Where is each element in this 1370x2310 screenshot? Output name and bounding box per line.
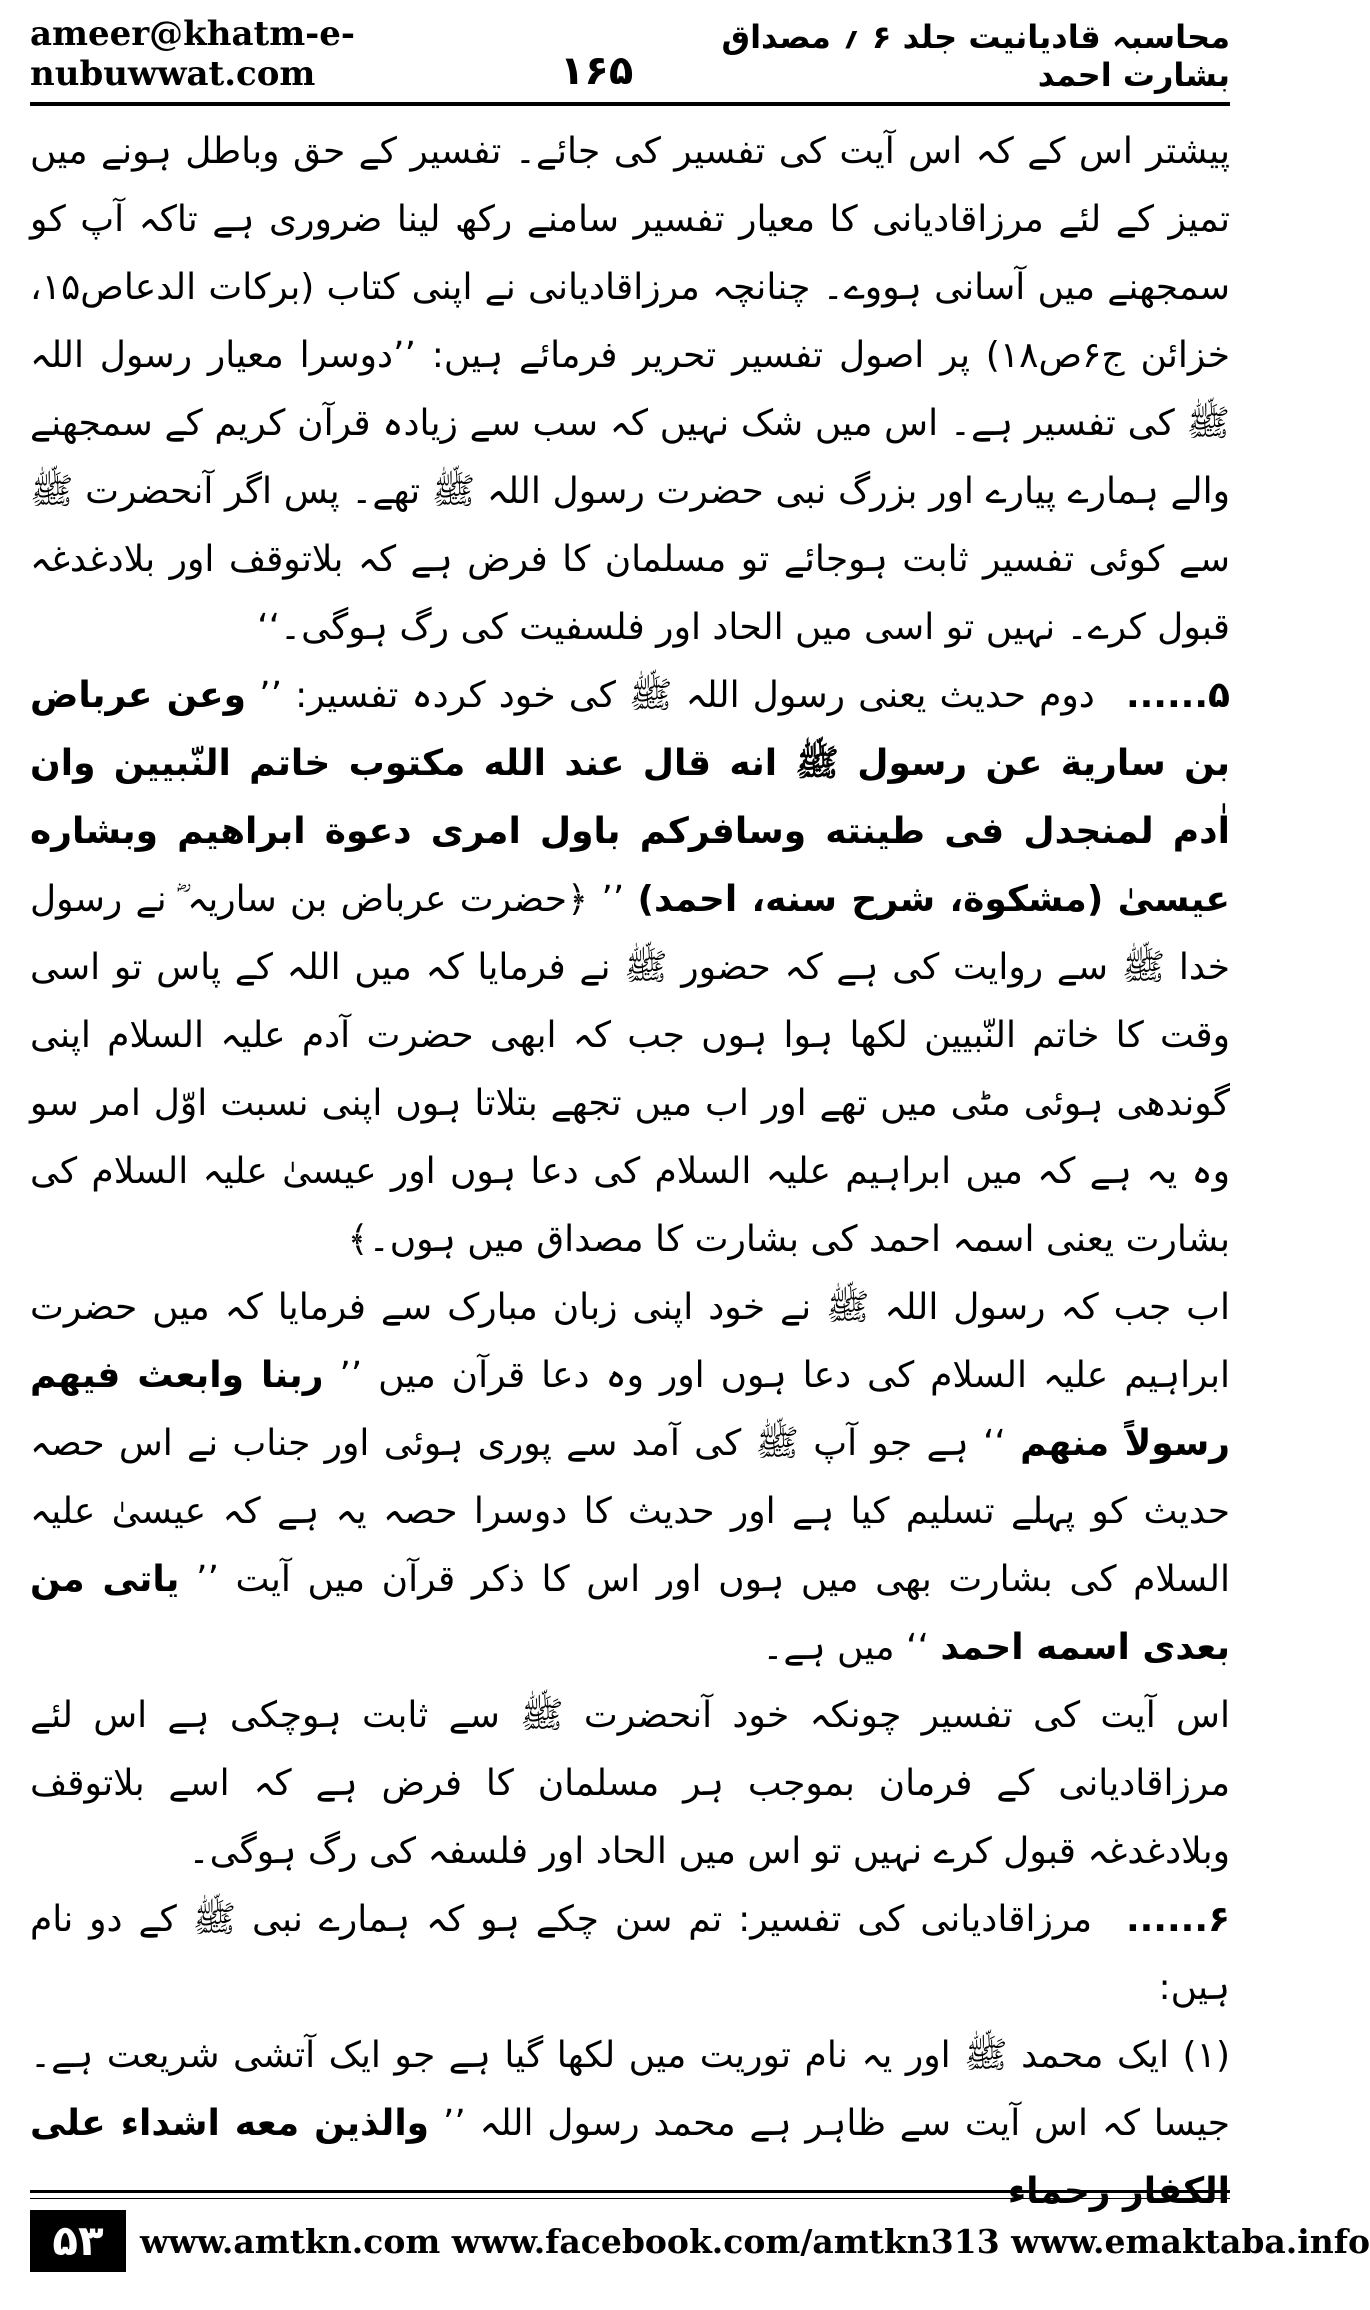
section-5-conclusion: اس آیت کی تفسیر چونکہ خود آنحضرت ﷺ سے ثابت ہوچکی ہے اس لئے مرزاقادیانی کے فرمان بموجب ہر مسلمان کا فرض ہے کہ اسے بلاتوقف وبلادغدغہ قبول کرے نہیں تو اس میں الحاد اور فلسفہ کی رگ ہوگی۔ (30, 1695, 1230, 1872)
header-title: محاسبہ قادیانیت جلد ۶ ؍ مصداق بشارت احمد (721, 18, 1230, 94)
commentary-pre: اب جب کہ رسول اللہ ﷺ نے خود اپنی زبان مبارک سے فرمایا کہ میں حضرت ابراہیم علیہ السلام کی دعا ہوں اور وہ دعا قرآن میں ’’ (30, 1287, 1230, 1396)
section-6-paragraph (30, 1886, 1230, 2022)
commentary-post: ‘‘ میں ہے۔ (762, 1627, 929, 1668)
header-left-group (30, 14, 633, 94)
commentary-arabic-2: ياتى من بعدى اسمه احمد (30, 1559, 1230, 1668)
header-divider (30, 102, 1230, 106)
item-1-text: (۱) ایک محمد ﷺ اور یہ نام توریت میں لکھا گیا ہے جو ایک آتشی شریعت ہے۔ جیسا کہ اس آیت سے ظاہر ہے محمد رسول اللہ ’’ (30, 2035, 1230, 2144)
header-page-number: ۱۶۵ (559, 48, 634, 94)
commentary-arabic-1: ربنا وابعث فيهم رسولاً منهم (30, 1355, 1230, 1464)
intro-paragraph: پیشتر اس کے کہ اس آیت کی تفسیر کی جائے۔ تفسیر کے حق وباطل ہونے میں تمیز کے لئے مرزاقادیانی کا معیار تفسیر سامنے رکھ لینا ضروری ہے تاکہ آپ کو سمجھنے میں آسانی ہووے۔ چنانچہ مرزاقادیانی نے اپنی کتاب (برکات الدعاص۱۵، خزائن ج۶ص۱۸) پر اصول تفسیر تحریر فرمائے ہیں: ’’دوسرا معیار رسول اللہ ﷺ کی تفسیر ہے۔ اس میں شک نہیں کہ سب سے زیادہ قرآن کریم کے سمجھنے والے ہمارے پیارے اور بزرگ نبی حضرت رسول اللہ ﷺ تھے۔ پس اگر آنحضرت ﷺ سے کوئی تفسیر ثابت ہوجائے تو مسلمان کا فرض ہے کہ بلاتوقف اور بلادغدغہ قبول کرے۔ نہیں تو اسی میں الحاد اور فلسفیت کی رگ ہوگی۔‘‘ (30, 131, 1230, 648)
header-email: ameer@khatm-e-nubuwwat.com (30, 14, 356, 94)
footer-website-links[interactable]: www.amtkn.com www.facebook.com/amtkn313 www.emaktaba.info (140, 2222, 1370, 2261)
section-6-number: ۶...... (1125, 1899, 1230, 1940)
page-footer (30, 2190, 1370, 2280)
footer-divider-thin (30, 2198, 1230, 2199)
section-5-heading: دوم حدیث یعنی رسول اللہ ﷺ کی خود کردہ تفسیر: ’’ (259, 675, 1095, 716)
page-header (30, 14, 1230, 94)
page-body (30, 118, 1230, 2212)
commentary-mid: ‘‘ ہے جو آپ ﷺ کی آمد سے پوری ہوئی اور جناب نے اس حصہ حدیث کو پہلے تسلیم کیا ہے اور حدیث کا دوسرا حصہ یہ ہے کہ عیسیٰ علیہ السلام کی بشارت بھی میں ہوں اور اس کا ذکر قرآن میں آیت ’’ (30, 1423, 1230, 1600)
section-5-translation: ’’ ﴿حضرت عرباض بن ساریہ ؓ نے رسول خدا ﷺ سے روایت کی ہے کہ حضور ﷺ نے فرمایا کہ میں اللہ کے پاس تو اسی وقت کا خاتم النّبیین لکھا ہوا ہوں جب کہ ابھی حضرت آدم علیہ السلام اپنی گوندھی ہوئی مٹی میں تھے اور اب میں تجھے بتلاتا ہوں اپنی نسبت اوّل امر سو وہ یہ ہے کہ میں ابراہیم علیہ السلام کی دعا ہوں اور عیسیٰ علیہ السلام کی بشارت یعنی اسمہ احمد کی بشارت کا مصداق میں ہوں۔﴾ (30, 879, 1230, 1260)
section-5-commentary (30, 1274, 1230, 1682)
section-5-paragraph (30, 662, 1230, 1274)
footer-page-number: ۵۳ (30, 2210, 126, 2272)
section-5-arabic-hadith: وعن عرباض بن سارية عن رسول ﷺ انه قال عند الله مكتوب خاتم النّبيين وان اٰدم لمنجدل فى طينته وسافركم باول امرى دعوة ابراهيم وبشاره عيسىٰ (مشكوة، شرح سنه، احمد) (30, 675, 1230, 920)
item-1-arabic: والذين معه اشداء على الكفار رحماء (30, 2103, 1230, 2212)
section-6-heading: مرزاقادیانی کی تفسیر: تم سن چکے ہو کہ ہمارے نبی ﷺ کے دو نام ہیں: (30, 1899, 1230, 2008)
footer-divider (30, 2190, 1230, 2193)
section-5-number: ۵...... (1125, 675, 1230, 716)
